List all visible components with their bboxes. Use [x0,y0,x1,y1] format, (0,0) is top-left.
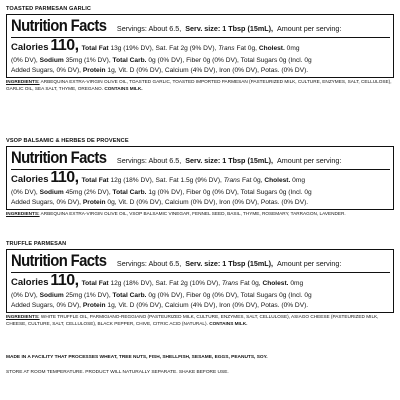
ingredients-text: ARBEQUINA EXTRA-VIRGIN OLIVE OIL, VSOP BALSAMIC VINEGAR, FENNEL SEED, BASIL, THYME, ROSEMARY, TARRAGON, LAVENDER. [40,211,346,216]
calories-value: 110, [50,168,79,186]
nutrient-text [11,36,390,76]
sodium-label: Sodium [39,291,64,299]
carb-label: Total Carb. [112,188,147,196]
flavor-title: TRUFFLE PARMESAN [6,241,67,247]
fiber: Fiber 0g (0% DV), [186,291,239,299]
sodium-value: 35mg (1% DV), [65,56,111,64]
carb-label: Total Carb. [112,291,147,299]
calories-label: Calories [11,41,49,53]
ingredients [6,79,394,93]
amount-per-serving: Amount per serving: [277,258,342,268]
allergen-statement: MADE IN A FACILITY THAT PROCESSES WHEAT, TREE NUTS, FISH, SHELLFISH, SESAME, EGGS, PEANUTS, SOY. [6,355,268,360]
fiber: Fiber 0g (0% DV), [186,56,239,64]
nutrient-row-1 [11,36,390,56]
nutrient-text [11,168,390,208]
nutrient-row-1 [11,168,390,188]
ingredients-label: INGREDIENTS: [6,79,40,84]
calories-label: Calories [11,276,49,288]
ingredients-label: INGREDIENTS: [6,211,40,216]
protein-label: Protein [82,66,106,74]
cholesterol-value: 0mg [290,279,304,287]
vitamins: Vit. D (0% DV), Calcium (0% DV), Iron (0% DV), Potas. (0% DV). [118,198,309,206]
sodium-value: 45mg (2% DV), [65,188,111,196]
contains-statement: CONTAINS MILK. [209,320,248,326]
vitamins: Vit. D (0% DV), Calcium (4% DV), Iron (0% DV), Potas. (0% DV). [118,301,309,309]
sodium-label: Sodium [39,188,64,196]
cholesterol-label: Cholest. [264,176,291,184]
total-fat-value: 12g (18% DV), [110,176,154,184]
sat-fat: Sat. Fat 2g (9% DV), [155,44,217,52]
nutrient-row-2: (0% DV), Sodium 25mg (1% DV), Total Carb. 0g (0% DV), Fiber 0g (0% DV), Total Sugars 0g (Incl. 0g [11,291,312,299]
total-fat-label: Total Fat [81,279,109,287]
sugars: Total Sugars 0g (Incl. 0g [240,291,312,299]
serving-size: Serv. size: 1 Tbsp (15mL), [185,258,274,268]
cholesterol-label: Cholest. [258,44,285,52]
calories-label: Calories [11,173,49,185]
storage-instructions: STORE AT ROOM TEMPERATURE. PRODUCT WILL NATURALLY SEPARATE. SHAKE BEFORE USE. [6,370,229,375]
nutrient-text [11,271,390,311]
total-fat-label: Total Fat [81,176,109,184]
ingredients-label: INGREDIENTS: [6,314,40,319]
nutrition-section-2 [6,138,394,218]
nutrition-facts-panel [6,146,394,210]
protein-label: Protein [82,301,106,309]
cholesterol-value: 0mg [286,44,300,52]
trans-value: Fat 0g, [240,279,261,287]
added-sugars: Added Sugars, 0% DV), [11,66,82,74]
nutrition-facts-panel [6,249,394,313]
calories-value: 110, [50,271,79,289]
trans-label: Trans [223,176,241,184]
amount-per-serving: Amount per serving: [277,155,342,165]
panel-header [11,17,390,38]
carb-value: 1g (0% DV), [148,188,185,196]
panel-header [11,252,390,273]
serving-size: Serv. size: 1 Tbsp (15mL), [185,23,274,33]
nutrition-facts-title: Nutrition Facts [11,148,107,167]
panel-header [11,149,390,170]
cholesterol-label: Cholest. [262,279,289,287]
nutrient-row-2: (0% DV), Sodium 35mg (1% DV), Total Carb. 0g (0% DV), Fiber 0g (0% DV), Total Sugars 0g (Incl. 0g [11,56,312,64]
nutrient-row-3 [11,66,390,76]
nutrition-facts-title: Nutrition Facts [11,251,107,270]
sodium-label: Sodium [39,56,64,64]
nutrition-facts-panel [6,14,394,78]
carb-label: Total Carb. [112,56,147,64]
nutrient-row-3 [11,198,390,208]
nutrition-facts-title: Nutrition Facts [11,16,107,35]
sat-fat: Sat. Fat 2g (10% DV), [155,279,221,287]
trans-label: Trans [218,44,235,52]
trans-label: Trans [221,279,239,287]
nutrient-row-3 [11,301,390,311]
nutrient-row-2: (0% DV), Sodium 45mg (2% DV), Total Carb. 1g (0% DV), Fiber 0g (0% DV), Total Sugars 0g (Incl. 0g [11,188,312,196]
total-fat-value: 13g (19% DV), [110,44,154,52]
protein-value: 0g, [107,198,117,206]
protein-label: Protein [82,198,106,206]
carb-value: 0g (0% DV), [148,291,185,299]
cholesterol-value: 0mg [292,176,305,184]
amount-per-serving: Amount per serving: [277,23,342,33]
sodium-value: 25mg (1% DV), [65,291,111,299]
sat-fat: Sat. Fat 1.5g (9% DV), [155,176,222,184]
protein-value: 1g, [107,66,117,74]
vitamins: Vit. D (0% DV), Calcium (4% DV), Iron (0% DV), Potas. (0% DV). [118,66,309,74]
fiber: Fiber 0g (0% DV), [186,188,239,196]
trans-value: Fat 0g, [241,176,263,184]
trans-value: Fat 0g, [236,44,257,52]
protein-value: 1g, [107,301,117,309]
total-fat-value: 12g (18% DV), [110,279,154,287]
flavor-title: VSOP BALSAMIC & HERBES DE PROVENCE [6,138,129,144]
servings-text: Servings: About 6.5, [116,155,182,165]
carb-value: 0g (0% DV), [148,56,185,64]
ingredients-text: WHITE TRUFFLE OIL, PARMIGIANO-REGGIANO (PASTEURIZED MILK, CULTURE, ENZYMES, SALT, CELLULOSE), ASIAGO CHEESE (PASTEURIZED MILK, CHEESE, CULTURE, SALT, CELLULOSE), BLACK PEPPER, CHIVE, CITRIC ACID (NATURAL). [6,314,379,326]
calories-value: 110, [50,36,79,54]
ingredients [6,211,394,218]
servings-text: Servings: About 6.5, [116,23,182,33]
ingredients [6,314,394,328]
contains-statement: CONTAINS MILK. [104,85,143,91]
added-sugars: Added Sugars, 0% DV), [11,198,82,206]
nutrient-row-1 [11,271,390,291]
sugars: Total Sugars 0g (Incl. 0g [240,56,312,64]
total-fat-label: Total Fat [81,44,109,52]
nutrition-section-3 [6,241,394,328]
nutrition-section-1 [6,6,394,93]
servings-text: Servings: About 6.5, [116,258,182,268]
serving-size: Serv. size: 1 Tbsp (15mL), [185,155,274,165]
sugars: Total Sugars 0g (Incl. 0g [240,188,312,196]
ingredients-text: ARBEQUINA EXTRA-VIRGIN OLIVE OIL, TOASTED GARLIC, TOASTED IMPORTED PARMESAN (PASTEURIZED MILK, CULTURE, ENZYMES, SALT, CELLULOSE), GARLIC OIL, SEA SALT, THYME, OREGANO. [6,79,392,91]
flavor-title: TOASTED PARMESAN GARLIC [6,6,92,12]
added-sugars: Added Sugars, 0% DV), [11,301,82,309]
